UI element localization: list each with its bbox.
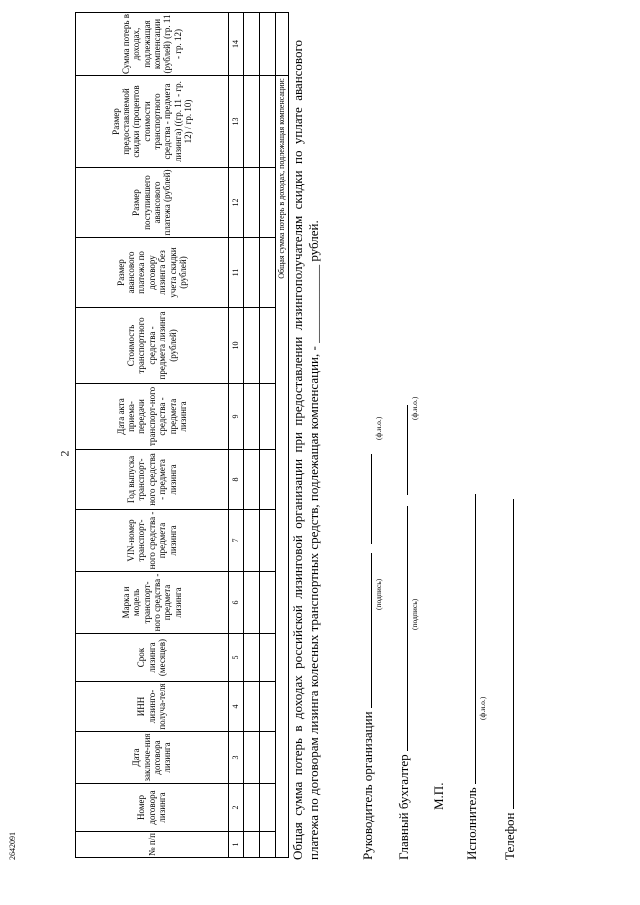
compensation-table — [75, 12, 289, 858]
table-cell — [244, 76, 260, 168]
head-label: Руководитель организации — [359, 711, 375, 860]
table-cell — [260, 784, 276, 832]
table-row — [244, 13, 260, 858]
header-cell: № п/п — [76, 832, 229, 858]
name-caption: (ф.и.о.) — [373, 416, 383, 440]
head-signature-row — [359, 454, 376, 860]
table-cell — [260, 168, 276, 238]
table-cell — [260, 510, 276, 572]
header-cell: Срок лизинга (месяцев) — [76, 634, 229, 682]
header-cell: Размер предоставляемой скидки (процентов стоимости транспортного средства - предмета лизинга) ((гр. 11 - гр. 12) / гр. 10) — [76, 76, 229, 168]
table-cell — [260, 634, 276, 682]
signature-caption: (подпись) — [409, 598, 419, 630]
seal-row — [431, 783, 447, 810]
chief-accountant-label: Главный бухгалтер — [395, 754, 411, 860]
header-cell: Дата акта приема-передачи транспорт-ного средства - предмета лизинга — [76, 384, 229, 450]
column-number: 10 — [229, 308, 244, 384]
signature-area — [359, 30, 589, 860]
page-number: 2 — [57, 450, 72, 457]
header-cell: Год выпуска транспорт-ного средства - предмета лизинга — [76, 450, 229, 510]
compensation-table-block — [75, 13, 287, 858]
column-number: 9 — [229, 384, 244, 450]
accountant-name-line — [395, 405, 408, 495]
column-number: 7 — [229, 510, 244, 572]
table-cell — [244, 510, 260, 572]
header-cell: VIN-номер транспорт-ного средства - предмета лизинга — [76, 510, 229, 572]
table-cell — [244, 450, 260, 510]
column-number: 13 — [229, 76, 244, 168]
column-number: 2 — [229, 784, 244, 832]
header-cell: Дата заключе-ния договора лизинга — [76, 732, 229, 784]
table-cell — [260, 732, 276, 784]
table-cell — [260, 384, 276, 450]
table-cell — [244, 13, 260, 76]
column-number: 6 — [229, 572, 244, 634]
table-cell — [260, 450, 276, 510]
table-cell — [244, 308, 260, 384]
head-name-line — [359, 454, 372, 544]
header-row — [76, 13, 229, 858]
accountant-signature-line — [395, 506, 408, 751]
column-number-row — [229, 13, 244, 858]
column-number: 11 — [229, 238, 244, 308]
summary-block — [290, 30, 610, 860]
phone-label: Телефон — [501, 812, 517, 860]
header-cell: Стоимость транспортного средства - предмета лизинга (рублей) — [76, 308, 229, 384]
column-number: 8 — [229, 450, 244, 510]
header-cell: Марка и модель транспорт-ного средства - предмета лизинга — [76, 572, 229, 634]
total-label: Общая сумма потерь в доходах, подлежащая компенсации: — [276, 76, 289, 858]
executor-label: Исполнитель — [463, 787, 479, 860]
table-row — [260, 13, 276, 858]
table-cell — [244, 238, 260, 308]
header-cell: Номер договора лизинга — [76, 784, 229, 832]
total-value-cell — [276, 13, 289, 76]
signature-caption: (подпись) — [373, 578, 383, 610]
table-cell — [244, 572, 260, 634]
column-number: 5 — [229, 634, 244, 682]
document-code: 2642091 — [8, 832, 17, 860]
table-cell — [244, 784, 260, 832]
executor-row — [463, 494, 480, 860]
header-cell: ИНН лизинго-получа-теля — [76, 682, 229, 732]
table-cell — [260, 76, 276, 168]
total-row — [276, 13, 289, 858]
phone-row — [501, 499, 518, 860]
executor-line — [463, 494, 476, 784]
table-cell — [244, 732, 260, 784]
column-number: 4 — [229, 682, 244, 732]
header-cell: Размер поступившего авансового платежа (рублей) — [76, 168, 229, 238]
table-cell — [244, 168, 260, 238]
table-cell — [260, 572, 276, 634]
table-cell — [244, 682, 260, 732]
seal-label: М.П. — [430, 782, 446, 810]
accountant-signature-row — [395, 405, 412, 860]
table-cell — [260, 832, 276, 858]
name-caption: (ф.и.о.) — [409, 396, 419, 420]
head-signature-line — [359, 553, 372, 708]
table-cell — [260, 238, 276, 308]
table-cell — [244, 634, 260, 682]
column-number: 12 — [229, 168, 244, 238]
table-cell — [244, 832, 260, 858]
header-cell: Сумма потерь в доходах, подлежащая компенсации (рублей) (гр. 11 - гр. 12) — [76, 13, 229, 76]
table-cell — [260, 308, 276, 384]
name-caption: (ф.и.о.) — [477, 696, 487, 720]
column-number: 1 — [229, 832, 244, 858]
table-cell — [260, 13, 276, 76]
phone-line — [501, 499, 514, 809]
summary-text: Общая сумма потерь в доходах российской лизинговой организации при предоставлении лизингополучателям скидки по уплате авансового платежа по договорам лизинга колесных транспортных средств, подлежащая компенсации, - ____________ рублей. — [290, 40, 322, 860]
table-cell — [260, 682, 276, 732]
table-cell — [244, 384, 260, 450]
column-number: 3 — [229, 732, 244, 784]
header-cell: Размер авансового платежа по договору лизинга без учета скидки (рублей) — [76, 238, 229, 308]
column-number: 14 — [229, 13, 244, 76]
